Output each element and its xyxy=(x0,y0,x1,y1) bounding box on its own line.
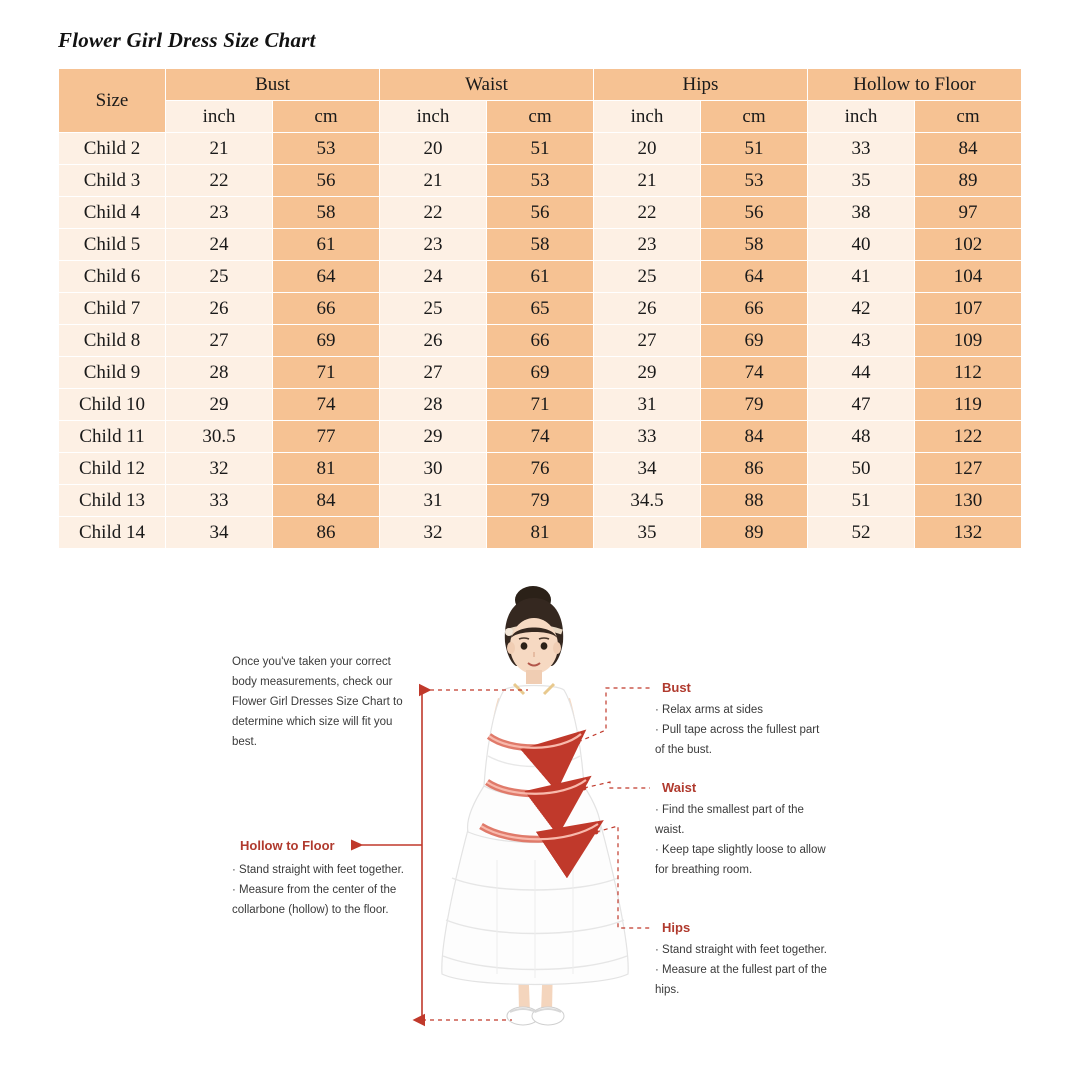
row-size-label: Child 12 xyxy=(59,453,166,485)
cell-hollow-cm: 122 xyxy=(915,421,1022,453)
cell-hips-cm: 58 xyxy=(701,229,808,261)
cell-waist-inch: 24 xyxy=(380,261,487,293)
cell-waist-inch: 30 xyxy=(380,453,487,485)
cell-hollow-cm: 89 xyxy=(915,165,1022,197)
cell-hollow-cm: 97 xyxy=(915,197,1022,229)
cell-bust-inch: 27 xyxy=(166,325,273,357)
cell-hollow-inch: 41 xyxy=(808,261,915,293)
table-body xyxy=(59,133,1022,549)
row-size-label: Child 5 xyxy=(59,229,166,261)
table-row xyxy=(59,325,1022,357)
cell-bust-inch: 26 xyxy=(166,293,273,325)
cell-hips-cm: 51 xyxy=(701,133,808,165)
cell-waist-inch: 27 xyxy=(380,357,487,389)
header-bust-inch: inch xyxy=(166,101,273,133)
table-row xyxy=(59,197,1022,229)
cell-waist-inch: 25 xyxy=(380,293,487,325)
header-hips-cm: cm xyxy=(701,101,808,133)
cell-hips-inch: 25 xyxy=(594,261,701,293)
cell-hollow-inch: 40 xyxy=(808,229,915,261)
cell-hollow-inch: 51 xyxy=(808,485,915,517)
cell-hollow-cm: 132 xyxy=(915,517,1022,549)
table-row xyxy=(59,357,1022,389)
row-size-label: Child 8 xyxy=(59,325,166,357)
cell-waist-inch: 20 xyxy=(380,133,487,165)
hips-bullet-1: · Stand straight with feet together. xyxy=(655,940,830,960)
page-title: Flower Girl Dress Size Chart xyxy=(58,28,316,52)
header-size: Size xyxy=(59,69,166,133)
cell-hollow-cm: 130 xyxy=(915,485,1022,517)
waist-bullet-2: · Keep tape slightly loose to allow for breathing room. xyxy=(655,840,830,880)
hollow-to-floor-bullets xyxy=(232,860,412,920)
bust-callout-leader xyxy=(576,688,650,744)
cell-hips-cm: 69 xyxy=(701,325,808,357)
cell-bust-cm: 77 xyxy=(273,421,380,453)
cell-hips-cm: 53 xyxy=(701,165,808,197)
cell-hips-cm: 84 xyxy=(701,421,808,453)
row-size-label: Child 11 xyxy=(59,421,166,453)
header-hips-inch: inch xyxy=(594,101,701,133)
cell-hollow-cm: 84 xyxy=(915,133,1022,165)
bust-bullet-1: · Relax arms at sides xyxy=(655,700,830,720)
row-size-label: Child 13 xyxy=(59,485,166,517)
cell-waist-cm: 58 xyxy=(487,229,594,261)
measurement-guide-panel xyxy=(0,560,1080,1080)
cell-bust-cm: 53 xyxy=(273,133,380,165)
cell-waist-inch: 31 xyxy=(380,485,487,517)
size-chart-table xyxy=(58,68,1022,549)
bust-bullet-2: · Pull tape across the fullest part of the bust. xyxy=(655,720,830,760)
row-size-label: Child 9 xyxy=(59,357,166,389)
table-row xyxy=(59,421,1022,453)
cell-waist-cm: 74 xyxy=(487,421,594,453)
cell-waist-cm: 71 xyxy=(487,389,594,421)
cell-hollow-cm: 112 xyxy=(915,357,1022,389)
cell-hollow-inch: 42 xyxy=(808,293,915,325)
cell-hips-cm: 64 xyxy=(701,261,808,293)
cell-bust-inch: 22 xyxy=(166,165,273,197)
cell-bust-cm: 64 xyxy=(273,261,380,293)
cell-bust-cm: 66 xyxy=(273,293,380,325)
cell-hips-inch: 35 xyxy=(594,517,701,549)
cell-waist-inch: 26 xyxy=(380,325,487,357)
cell-hollow-inch: 35 xyxy=(808,165,915,197)
header-bust-cm: cm xyxy=(273,101,380,133)
cell-hips-inch: 33 xyxy=(594,421,701,453)
cell-hollow-cm: 109 xyxy=(915,325,1022,357)
table-row xyxy=(59,261,1022,293)
waist-bullet-1: · Find the smallest part of the waist. xyxy=(655,800,830,840)
cell-hollow-inch: 38 xyxy=(808,197,915,229)
cell-hips-cm: 89 xyxy=(701,517,808,549)
measurement-illustration xyxy=(0,560,1080,1080)
cell-bust-inch: 23 xyxy=(166,197,273,229)
cell-bust-cm: 74 xyxy=(273,389,380,421)
table-row xyxy=(59,133,1022,165)
cell-hips-inch: 29 xyxy=(594,357,701,389)
cell-hips-inch: 22 xyxy=(594,197,701,229)
cell-waist-cm: 56 xyxy=(487,197,594,229)
cell-hollow-inch: 47 xyxy=(808,389,915,421)
table-row xyxy=(59,165,1022,197)
cell-hips-cm: 56 xyxy=(701,197,808,229)
header-hollow-cm: cm xyxy=(915,101,1022,133)
cell-waist-cm: 66 xyxy=(487,325,594,357)
cell-bust-inch: 33 xyxy=(166,485,273,517)
hollow-bullet-1: · Stand straight with feet together. xyxy=(232,860,412,880)
row-size-label: Child 4 xyxy=(59,197,166,229)
row-size-label: Child 10 xyxy=(59,389,166,421)
cell-bust-cm: 86 xyxy=(273,517,380,549)
cell-hips-cm: 66 xyxy=(701,293,808,325)
cell-waist-cm: 81 xyxy=(487,517,594,549)
cell-hips-cm: 86 xyxy=(701,453,808,485)
table-group-header-row xyxy=(59,69,1022,101)
cell-bust-cm: 69 xyxy=(273,325,380,357)
cell-bust-inch: 25 xyxy=(166,261,273,293)
waist-callout-leader xyxy=(582,782,650,790)
hips-heading: Hips xyxy=(662,920,691,935)
cell-hips-inch: 20 xyxy=(594,133,701,165)
cell-hips-cm: 74 xyxy=(701,357,808,389)
cell-waist-cm: 76 xyxy=(487,453,594,485)
cell-hips-inch: 21 xyxy=(594,165,701,197)
cell-bust-cm: 84 xyxy=(273,485,380,517)
table-row xyxy=(59,485,1022,517)
table-row xyxy=(59,293,1022,325)
cell-bust-inch: 34 xyxy=(166,517,273,549)
cell-hollow-inch: 43 xyxy=(808,325,915,357)
row-size-label: Child 14 xyxy=(59,517,166,549)
cell-bust-inch: 29 xyxy=(166,389,273,421)
cell-hollow-cm: 107 xyxy=(915,293,1022,325)
cell-hips-cm: 88 xyxy=(701,485,808,517)
cell-waist-inch: 22 xyxy=(380,197,487,229)
cell-waist-cm: 61 xyxy=(487,261,594,293)
cell-hollow-inch: 52 xyxy=(808,517,915,549)
cell-hollow-cm: 104 xyxy=(915,261,1022,293)
cell-bust-cm: 61 xyxy=(273,229,380,261)
row-size-label: Child 3 xyxy=(59,165,166,197)
hollow-bullet-2: · Measure from the center of the collarbone (hollow) to the floor. xyxy=(232,880,412,920)
waist-bullets xyxy=(655,800,830,880)
cell-hollow-cm: 127 xyxy=(915,453,1022,485)
cell-bust-cm: 71 xyxy=(273,357,380,389)
table-row xyxy=(59,517,1022,549)
row-size-label: Child 2 xyxy=(59,133,166,165)
cell-hips-inch: 34 xyxy=(594,453,701,485)
table-row xyxy=(59,229,1022,261)
cell-waist-inch: 21 xyxy=(380,165,487,197)
waist-heading: Waist xyxy=(662,780,697,795)
cell-bust-cm: 56 xyxy=(273,165,380,197)
table-unit-header-row xyxy=(59,101,1022,133)
header-waist-cm: cm xyxy=(487,101,594,133)
cell-waist-cm: 65 xyxy=(487,293,594,325)
hollow-to-floor-heading: Hollow to Floor xyxy=(240,838,335,853)
cell-bust-cm: 81 xyxy=(273,453,380,485)
header-hollow-inch: inch xyxy=(808,101,915,133)
header-group-waist: Waist xyxy=(380,69,594,101)
cell-hips-cm: 79 xyxy=(701,389,808,421)
cell-hips-inch: 34.5 xyxy=(594,485,701,517)
cell-hollow-cm: 119 xyxy=(915,389,1022,421)
header-group-hollow-to-floor: Hollow to Floor xyxy=(808,69,1022,101)
cell-hips-inch: 27 xyxy=(594,325,701,357)
cell-hollow-cm: 102 xyxy=(915,229,1022,261)
cell-bust-inch: 24 xyxy=(166,229,273,261)
cell-bust-inch: 28 xyxy=(166,357,273,389)
table-head xyxy=(59,69,1022,133)
cell-waist-inch: 28 xyxy=(380,389,487,421)
cell-hollow-inch: 44 xyxy=(808,357,915,389)
cell-bust-inch: 32 xyxy=(166,453,273,485)
cell-waist-cm: 51 xyxy=(487,133,594,165)
row-size-label: Child 7 xyxy=(59,293,166,325)
size-chart-table-container xyxy=(58,68,1022,549)
girl-figure-illustration xyxy=(442,586,628,1025)
cell-hollow-inch: 48 xyxy=(808,421,915,453)
cell-bust-inch: 21 xyxy=(166,133,273,165)
cell-hollow-inch: 33 xyxy=(808,133,915,165)
cell-hips-inch: 31 xyxy=(594,389,701,421)
row-size-label: Child 6 xyxy=(59,261,166,293)
hips-bullets xyxy=(655,940,830,1000)
cell-waist-cm: 79 xyxy=(487,485,594,517)
cell-hollow-inch: 50 xyxy=(808,453,915,485)
intro-note: Once you've taken your correct body measurements, check our Flower Girl Dresses Size Chart to determine which size will fit you best. xyxy=(232,656,403,748)
cell-waist-inch: 29 xyxy=(380,421,487,453)
bust-bullets xyxy=(655,700,830,760)
cell-waist-inch: 32 xyxy=(380,517,487,549)
cell-waist-cm: 53 xyxy=(487,165,594,197)
cell-bust-cm: 58 xyxy=(273,197,380,229)
bust-heading: Bust xyxy=(662,680,691,695)
cell-hips-inch: 23 xyxy=(594,229,701,261)
cell-waist-inch: 23 xyxy=(380,229,487,261)
header-group-bust: Bust xyxy=(166,69,380,101)
hips-bullet-2: · Measure at the fullest part of the hips. xyxy=(655,960,830,1000)
cell-waist-cm: 69 xyxy=(487,357,594,389)
table-row xyxy=(59,453,1022,485)
cell-hips-inch: 26 xyxy=(594,293,701,325)
header-group-hips: Hips xyxy=(594,69,808,101)
cell-bust-inch: 30.5 xyxy=(166,421,273,453)
table-row xyxy=(59,389,1022,421)
header-waist-inch: inch xyxy=(380,101,487,133)
